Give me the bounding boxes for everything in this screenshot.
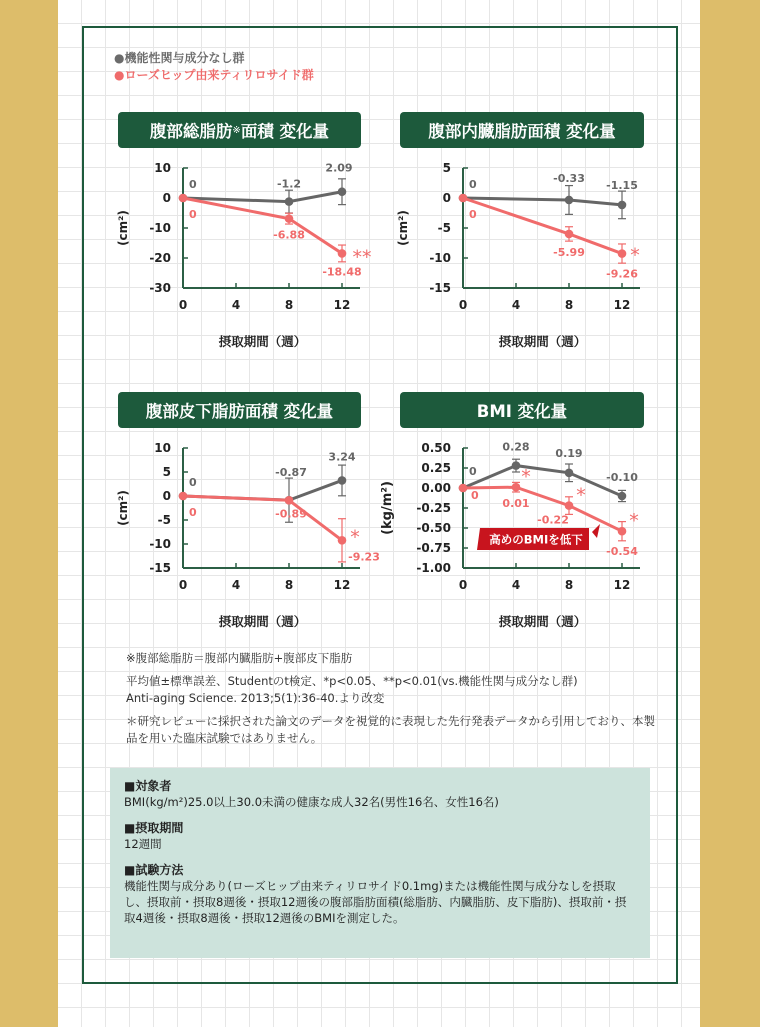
series-1-point: [285, 214, 294, 223]
series-0-point: [565, 196, 574, 205]
data-label: -1.2: [276, 177, 302, 191]
series-1-point: [179, 194, 188, 203]
chart-visceral: [380, 150, 670, 355]
y-tick-label: -5: [157, 513, 171, 527]
legend: [114, 50, 314, 84]
series-0-line: [463, 466, 622, 496]
series-0-point: [618, 201, 627, 210]
significance-mark: *: [521, 466, 531, 489]
data-label: 0: [189, 208, 197, 221]
callout-text: 高めのBMIを低下: [489, 532, 583, 547]
chart-subcutaneous: [100, 432, 390, 637]
x-tick-label: 4: [511, 578, 521, 592]
y-tick-label: -15: [149, 561, 171, 575]
y-tick-label: -1.00: [416, 561, 451, 575]
data-label: 0: [189, 476, 197, 489]
series-1-point: [179, 492, 188, 501]
significance-mark: *: [629, 510, 639, 533]
callout-pointer: [592, 524, 600, 538]
data-label: -9.23: [348, 550, 380, 564]
series-0-point: [565, 469, 574, 478]
legend-treatment: ●ローズヒップ由来ティリロサイド群: [114, 68, 314, 82]
x-axis-label: 摂取期間（週）: [498, 334, 587, 349]
y-tick-label: 0.25: [421, 461, 451, 475]
note-disclaimer: ＊研究レビューに採択された論文のデータを視覚的に表現した先行発表データから引用しており、本製品を用いた臨床試験ではありません。: [126, 714, 655, 745]
data-label: 0: [469, 178, 477, 191]
data-label: -5.99: [553, 245, 585, 259]
x-tick-label: 8: [564, 578, 574, 592]
series-0-point: [338, 476, 347, 485]
series-0-line: [463, 198, 622, 205]
significance-mark: *: [576, 484, 586, 507]
y-axis-label: (cm²): [396, 210, 410, 246]
y-tick-label: -10: [149, 221, 171, 235]
series-1-point: [618, 249, 627, 258]
y-tick-label: -15: [429, 281, 451, 295]
x-tick-label: 8: [284, 298, 294, 312]
series-1-point: [459, 194, 468, 203]
x-tick-label: 4: [231, 298, 241, 312]
series-0-line: [183, 192, 342, 202]
y-tick-label: 10: [154, 441, 171, 455]
chart-title-total-tail: 面積 変化量: [240, 122, 330, 141]
data-label: 0: [189, 178, 197, 191]
y-axis-label: (cm²): [116, 210, 130, 246]
data-label: -0.10: [606, 471, 638, 484]
y-tick-label: -0.50: [416, 521, 451, 535]
data-label: -0.87: [275, 466, 307, 480]
y-tick-label: 10: [154, 161, 171, 175]
method-text: 機能性関与成分あり(ローズヒップ由来ティリロサイド0.1mg)または機能性関与成分なしを摂取し、摂取前・摂取8週後・摂取12週後の腹部脂肪面積(総脂肪、内臓脂肪、皮下脂肪)、摂取前・摂取4週後・摂取8週後・摂取12週後のBMIを測定した。: [124, 879, 627, 925]
data-label: -0.54: [606, 545, 638, 559]
series-1-point: [512, 483, 521, 492]
y-tick-label: 5: [162, 465, 171, 479]
y-tick-label: -0.75: [416, 541, 451, 555]
x-tick-label: 12: [613, 298, 631, 312]
data-label: 3.24: [328, 450, 356, 464]
data-label: 0: [469, 208, 477, 221]
note-stats: 平均値±標準誤差、Studentのt検定、*p<0.05、**p<0.01(vs.機能性関与成分なし群): [126, 674, 578, 688]
x-tick-label: 0: [458, 578, 468, 592]
subjects-heading: ■対象者: [124, 779, 172, 793]
chart-title-total-main: 腹部総脂肪: [149, 122, 233, 141]
significance-mark: **: [352, 246, 372, 269]
x-tick-label: 8: [284, 578, 294, 592]
series-1-point: [459, 484, 468, 493]
note-total-fat: ※腹部総脂肪＝腹部内臓脂肪+腹部皮下脂肪: [126, 651, 353, 665]
y-axis-label: (cm²): [116, 490, 130, 526]
data-label: 0: [189, 506, 197, 519]
chart-title-total: [118, 112, 361, 148]
x-tick-label: 4: [231, 578, 241, 592]
x-tick-label: 12: [333, 578, 351, 592]
y-tick-label: -10: [429, 251, 451, 265]
y-axis-label: (kg/m²): [380, 481, 395, 535]
y-tick-label: 0: [162, 489, 171, 503]
data-label: 0.28: [502, 440, 530, 454]
x-tick-label: 8: [564, 298, 574, 312]
y-tick-label: -20: [149, 251, 171, 265]
series-0-point: [338, 187, 347, 196]
y-tick-label: 0.50: [421, 441, 451, 455]
x-tick-label: 0: [178, 298, 188, 312]
series-1-point: [338, 249, 347, 258]
series-1-point: [285, 496, 294, 505]
data-label: -0.89: [275, 507, 307, 521]
series-0-point: [512, 461, 521, 470]
subjects-text: BMI(kg/m²)25.0以上30.0未満の健康な成人32名(男性16名、女性16名): [124, 795, 499, 809]
series-1-point: [338, 536, 347, 545]
series-1-point: [618, 527, 627, 536]
x-tick-label: 0: [178, 578, 188, 592]
y-tick-label: 5: [442, 161, 451, 175]
notes: [126, 650, 666, 753]
data-label: -9.26: [606, 267, 638, 281]
data-label: -18.48: [322, 265, 362, 279]
series-1-line: [183, 198, 342, 253]
series-0-point: [285, 197, 294, 206]
significance-mark: *: [350, 526, 360, 549]
note-citation: Anti-aging Science. 2013;5(1):36-40.より改変: [126, 691, 385, 705]
y-tick-label: -5: [437, 221, 451, 235]
method-heading: ■試験方法: [124, 863, 184, 877]
legend-control: ●機能性関与成分なし群: [114, 51, 245, 65]
data-label: 0.01: [502, 497, 530, 511]
data-label: -0.33: [553, 171, 585, 185]
series-1-point: [565, 501, 574, 510]
period-text: 12週間: [124, 837, 162, 851]
y-tick-label: -0.25: [416, 501, 451, 515]
series-0-point: [618, 492, 627, 501]
y-tick-label: -30: [149, 281, 171, 295]
data-label: -0.22: [537, 513, 569, 527]
data-label: 0: [471, 489, 479, 502]
x-tick-label: 12: [333, 298, 351, 312]
x-axis-label: 摂取期間（週）: [498, 614, 587, 629]
y-tick-label: -10: [149, 537, 171, 551]
x-axis-label: 摂取期間（週）: [218, 614, 307, 629]
chart-title-subcutaneous: 腹部皮下脂肪面積 変化量: [118, 392, 361, 428]
significance-mark: *: [630, 244, 640, 267]
data-label: 2.09: [325, 161, 353, 175]
chart-bmi: [375, 432, 670, 637]
series-1-line: [183, 496, 342, 540]
x-tick-label: 0: [458, 298, 468, 312]
x-axis-label: 摂取期間（週）: [218, 334, 307, 349]
study-info-box: [110, 768, 650, 958]
chart-total: [100, 150, 390, 355]
series-1-line: [463, 198, 622, 254]
x-tick-label: 12: [613, 578, 631, 592]
x-tick-label: 4: [511, 298, 521, 312]
data-label: -1.15: [606, 178, 638, 192]
chart-title-total-mark: ※: [232, 124, 241, 136]
data-label: -6.88: [273, 228, 305, 242]
chart-title-visceral: 腹部内臓脂肪面積 変化量: [400, 112, 644, 148]
chart-title-bmi: BMI 変化量: [400, 392, 644, 428]
data-label: 0: [469, 465, 477, 478]
data-label: 0.19: [555, 446, 583, 460]
y-tick-label: 0.00: [421, 481, 451, 495]
series-1-point: [565, 230, 574, 239]
y-tick-label: 0: [162, 191, 171, 205]
y-tick-label: 0: [442, 191, 451, 205]
period-heading: ■摂取期間: [124, 821, 184, 835]
